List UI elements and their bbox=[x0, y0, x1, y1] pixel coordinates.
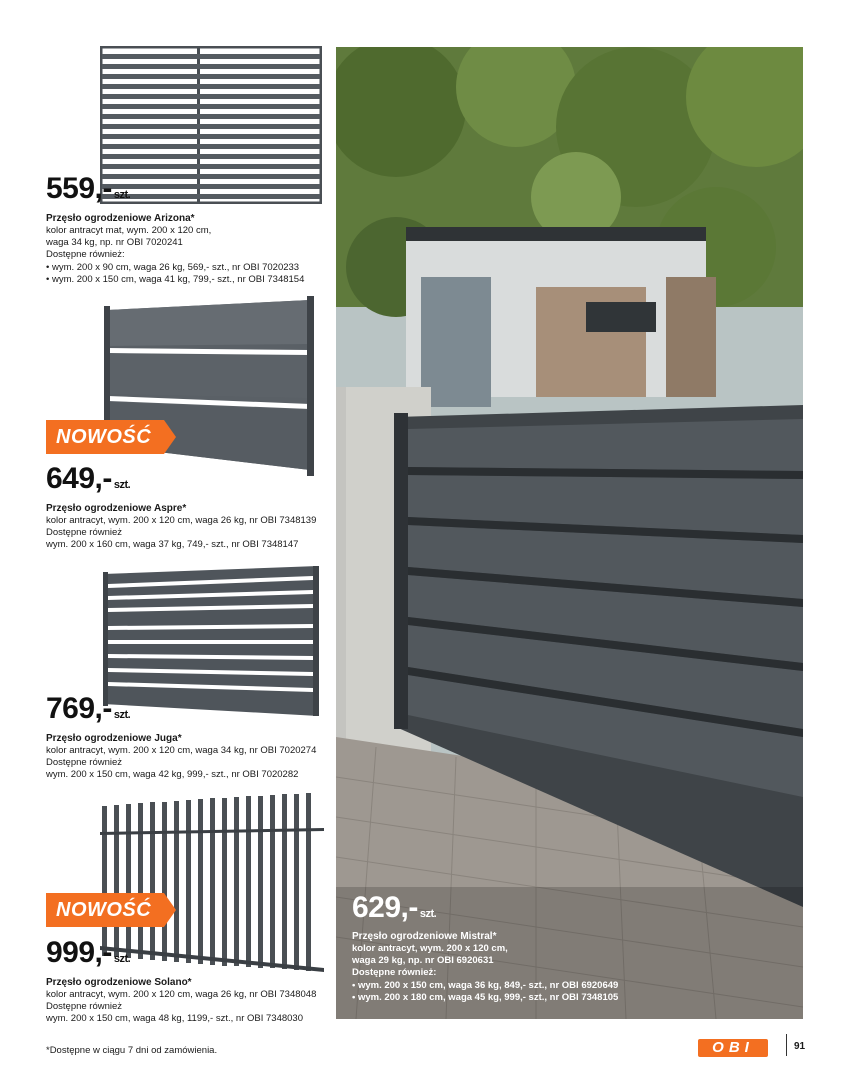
product-aspre bbox=[46, 464, 336, 552]
desc-line: Dostępne również bbox=[46, 1001, 123, 1013]
footnote: *Dostępne w ciągu 7 dni od zamówienia. bbox=[46, 1045, 218, 1056]
new-badge-aspre bbox=[46, 420, 178, 454]
product-solano bbox=[46, 938, 336, 1026]
product-name: Przęsło ogrodzeniowe Aspre* bbox=[46, 503, 187, 514]
product-juga bbox=[46, 694, 336, 782]
price-arizona bbox=[46, 174, 336, 210]
price-value: 769,- bbox=[46, 692, 112, 725]
price-solano bbox=[46, 938, 336, 974]
obi-logo bbox=[698, 1039, 768, 1057]
desc-line: waga 29 kg, np. nr OBI 6920631 bbox=[352, 955, 494, 967]
price-unit: szt. bbox=[113, 709, 131, 721]
desc-line: Dostępne również: bbox=[46, 249, 125, 261]
desc-line: wym. 200 x 150 cm, waga 48 kg, 1199,- szt., nr OBI 7348030 bbox=[46, 1013, 303, 1025]
desc-line: wym. 200 x 160 cm, waga 37 kg, 749,- szt., nr OBI 7348147 bbox=[46, 539, 299, 551]
price-aspre bbox=[46, 464, 336, 500]
product-arizona bbox=[46, 174, 336, 286]
desc-line: Dostępne również bbox=[46, 757, 123, 769]
badge-label: NOWOŚĆ bbox=[56, 899, 152, 921]
product-description bbox=[352, 943, 792, 1004]
aspre-fence-image bbox=[100, 294, 322, 484]
desc-line: wym. 200 x 150 cm, waga 42 kg, 999,- szt., nr OBI 7020282 bbox=[46, 769, 299, 781]
desc-line: kolor antracyt mat, wym. 200 x 120 cm, bbox=[46, 225, 212, 236]
product-description bbox=[46, 745, 336, 782]
new-badge-solano bbox=[46, 893, 178, 927]
price-value: 629,- bbox=[352, 891, 418, 924]
price-unit: szt. bbox=[113, 953, 131, 965]
photo-scene bbox=[336, 47, 803, 1019]
page-number: 91 bbox=[794, 1041, 806, 1052]
price-unit: szt. bbox=[113, 479, 131, 491]
product-description bbox=[46, 515, 336, 552]
price-value: 559,- bbox=[46, 172, 112, 205]
price-mistral bbox=[352, 893, 792, 929]
product-name: Przęsło ogrodzeniowe Juga* bbox=[46, 733, 182, 744]
desc-line: Dostępne również: bbox=[352, 967, 437, 979]
product-name: Przęsło ogrodzeniowe Solano* bbox=[46, 977, 192, 988]
price-value: 999,- bbox=[46, 936, 112, 969]
product-mistral bbox=[352, 893, 792, 1004]
page-divider bbox=[786, 1034, 787, 1056]
desc-line: • wym. 200 x 180 cm, waga 45 kg, 999,- szt., nr OBI 7348105 bbox=[352, 991, 619, 1003]
desc-line: • wym. 200 x 150 cm, waga 41 kg, 799,- szt., nr OBI 7348154 bbox=[46, 273, 305, 285]
price-value: 649,- bbox=[46, 462, 112, 495]
badge-arrow bbox=[164, 420, 176, 454]
desc-line: • wym. 200 x 150 cm, waga 36 kg, 849,- szt., nr OBI 6920649 bbox=[352, 979, 619, 991]
desc-line: kolor antracyt, wym. 200 x 120 cm, bbox=[352, 943, 508, 954]
desc-line: kolor antracyt, wym. 200 x 120 cm, waga 26 kg, nr OBI 7348139 bbox=[46, 515, 317, 526]
desc-line: Dostępne również bbox=[46, 527, 123, 539]
product-description bbox=[46, 225, 336, 286]
price-unit: szt. bbox=[419, 908, 437, 920]
badge-label: NOWOŚĆ bbox=[56, 426, 152, 448]
obi-logo-text: OBI bbox=[712, 1039, 754, 1056]
badge-arrow bbox=[164, 893, 176, 927]
price-juga bbox=[46, 694, 336, 730]
product-description bbox=[46, 989, 336, 1026]
mistral-lifestyle-photo bbox=[336, 47, 803, 1019]
desc-line: • wym. 200 x 90 cm, waga 26 kg, 569,- szt., nr OBI 7020233 bbox=[46, 261, 300, 273]
desc-line: waga 34 kg, np. nr OBI 7020241 bbox=[46, 237, 183, 249]
desc-line: kolor antracyt, wym. 200 x 120 cm, waga 34 kg, nr OBI 7020274 bbox=[46, 745, 317, 756]
desc-line: kolor antracyt, wym. 200 x 120 cm, waga 26 kg, nr OBI 7348048 bbox=[46, 989, 317, 1000]
product-name: Przęsło ogrodzeniowe Arizona* bbox=[46, 213, 195, 224]
price-unit: szt. bbox=[113, 189, 131, 201]
product-name: Przęsło ogrodzeniowe Mistral* bbox=[352, 931, 497, 942]
